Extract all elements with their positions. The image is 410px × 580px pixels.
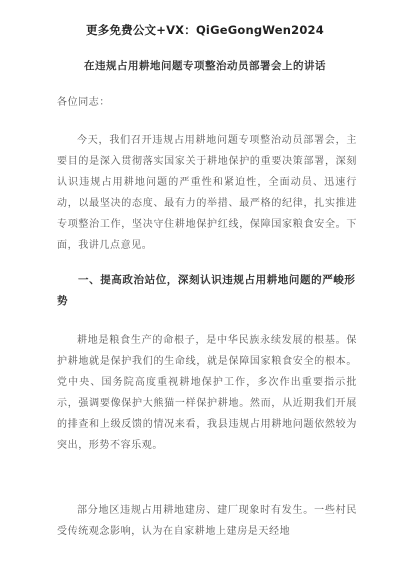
- paragraph-section-1-continued: 部分地区违规占用耕地建房、建厂现象时有发生。一些村民受传统观念影响，认为在自家耕地上建房是天经地: [57, 505, 357, 537]
- document-title: 在违规占用耕地问题专项整治动员部署会上的讲话: [84, 60, 326, 72]
- section-heading-1: 一、提高政治站位，深刻认识违规占用耕地问题的严峻形势: [57, 274, 356, 307]
- salutation: 各位同志：: [57, 97, 110, 108]
- paragraph-opening: 今天，我们召开违规占用耕地问题专项整治动员部署会，主要目的是深入贯彻落实国家关于耕地保护的重要决策部署，深刻认识违规占用耕地问题的严重性和紧迫性，全面动员、迅速行动，以最坚决的态度、最有力的举措、最严格的纪律，扎实推进专项整治工作，坚决守住耕地保护红线，保障国家粮食安全。下面，我讲几点意见。: [57, 135, 357, 251]
- paragraph-section-1: 耕地是粮食生产的命根子，是中华民族永续发展的根基。保护耕地就是保护我们的生命线，就是保障国家粮食安全的根本。党中央、国务院高度重视耕地保护工作，多次作出重要指示批示，强调要像保护大熊猫一样保护耕地。然而，从近期我们开展的排查和上级反馈的情况来看，我县违规占用耕地问题依然较为突出，形势不容乐观。: [57, 335, 357, 451]
- watermark-header: 更多免费公文+VX：QiGeGongWen2024: [86, 23, 324, 37]
